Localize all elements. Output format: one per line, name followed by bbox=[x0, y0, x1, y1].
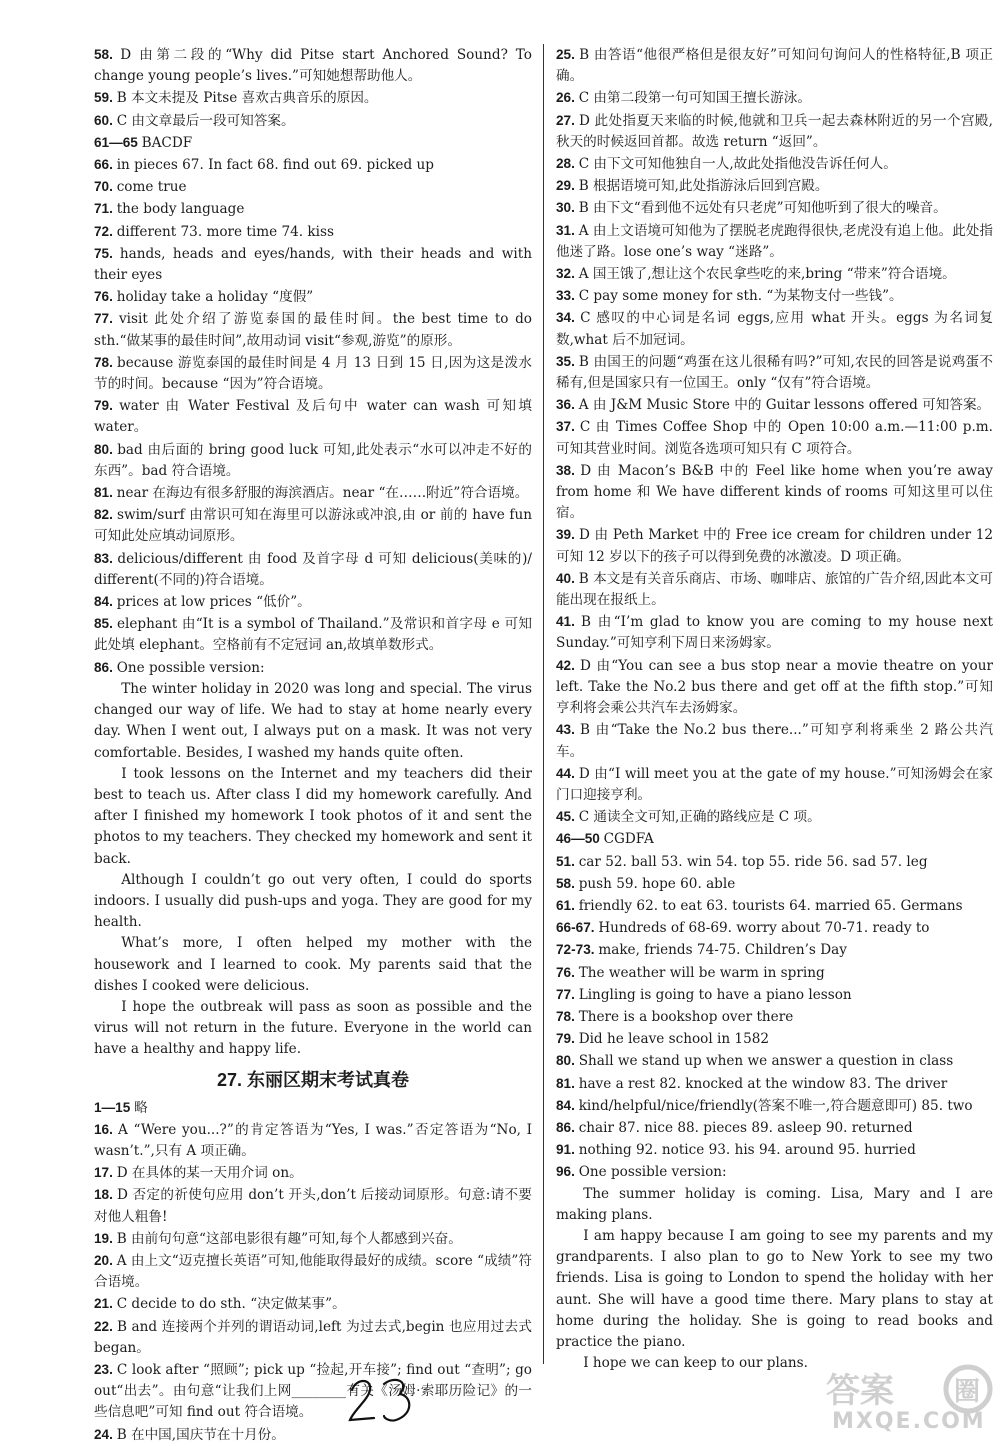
answer-text: A 国王饿了,想让这个农民拿些吃的来,bring “带来”符合语境。 bbox=[578, 266, 956, 283]
question-number: 72. bbox=[94, 223, 117, 239]
question-number: 61—65 bbox=[94, 134, 142, 150]
question-number: 32. bbox=[556, 266, 579, 282]
answer-item bbox=[556, 984, 993, 1006]
answer-text: C 由下文可知他独自一人,故此处指他没告诉任何人。 bbox=[578, 156, 897, 173]
question-number: 81. bbox=[556, 1075, 579, 1091]
answer-text: swim/surf 由常识可知在海里可以游泳或冲浪,由 or 前的 have fun 可知此处应填动词原形。 bbox=[94, 507, 532, 545]
answer-text: make, friends 74-75. Children’s Day bbox=[598, 942, 847, 959]
question-number: 86. bbox=[556, 1119, 579, 1135]
answer-item bbox=[556, 568, 993, 611]
question-number: 45. bbox=[556, 809, 579, 825]
question-number: 78. bbox=[94, 354, 118, 370]
answer-item bbox=[556, 110, 993, 153]
answer-item bbox=[94, 1316, 532, 1359]
answer-text: C 由 Times Coffee Shop 中的 Open 10:00 a.m.—11:00 p.m. 可知其营业时间。浏览各选项可知只有 C 项符合。 bbox=[556, 419, 993, 457]
question-number: 51. bbox=[556, 853, 579, 869]
question-number: 30. bbox=[556, 200, 579, 216]
answer-text: water 由 Water Festival 及后句中 water can wash 可知填 water。 bbox=[94, 398, 532, 436]
answer-item bbox=[556, 307, 993, 350]
question-number: 21. bbox=[94, 1296, 117, 1312]
left-column bbox=[94, 44, 532, 1446]
answer-item bbox=[94, 221, 532, 243]
answer-item bbox=[556, 175, 993, 197]
answer-item bbox=[556, 828, 993, 850]
answer-item bbox=[556, 460, 993, 525]
question-number: 28. bbox=[556, 156, 579, 172]
answer-item bbox=[94, 504, 532, 547]
answer-text: D 由第二段的“Why did Pitse start Anchored Sound? To change young people’s lives.”可知她想帮助他人。 bbox=[94, 47, 532, 85]
question-number: 76. bbox=[94, 289, 117, 305]
answer-item bbox=[94, 482, 532, 504]
question-number: 23. bbox=[94, 1361, 117, 1377]
question-number: 46—50 bbox=[556, 831, 604, 847]
answer-item bbox=[94, 591, 532, 613]
question-number: 39. bbox=[556, 527, 579, 543]
column-divider bbox=[543, 44, 544, 1364]
answer-text: in pieces 67. In fact 68. find out 69. picked up bbox=[116, 157, 434, 174]
answer-item bbox=[556, 655, 993, 720]
question-number: 96. bbox=[556, 1164, 579, 1180]
answer-text: B 由答语“他很严格但是很友好”可知问句询问人的性格特征,B 项正确。 bbox=[556, 47, 993, 85]
answer-text: B 本文未提及 Pitse 喜欢古典音乐的原因。 bbox=[116, 90, 378, 107]
answer-item bbox=[94, 1162, 532, 1184]
answer-text: C pay some money for sth. “为某物支付一些钱”。 bbox=[578, 288, 903, 305]
answer-item bbox=[556, 895, 993, 917]
answer-text: have a rest 82. knocked at the window 83. The driver bbox=[578, 1075, 948, 1092]
answer-text: because 游览泰国的最佳时间是 4 月 13 日到 15 日,因为这是泼水节的时间。because “因为”符合语境。 bbox=[94, 354, 532, 393]
question-number: 33. bbox=[556, 288, 579, 304]
answer-item bbox=[94, 352, 532, 395]
question-number: 59. bbox=[94, 90, 117, 106]
question-number: 70. bbox=[94, 179, 117, 195]
answer-item bbox=[556, 44, 993, 87]
answer-item bbox=[94, 154, 532, 176]
answer-text: B 根据语境可知,此处指游泳后回到宫殿。 bbox=[578, 178, 829, 195]
answer-text: bad 由后面的 bring good luck 可知,此处表示“水可以冲走不好的东西”。bad 符合语境。 bbox=[94, 441, 532, 479]
answer-item bbox=[556, 1139, 993, 1161]
question-number: 1—15 bbox=[94, 1099, 135, 1115]
question-number: 22. bbox=[94, 1318, 117, 1334]
answer-text: Did he leave school in 1582 bbox=[578, 1031, 770, 1048]
answer-item bbox=[556, 1095, 993, 1117]
question-number: 81. bbox=[94, 485, 117, 501]
right-column bbox=[556, 44, 993, 1374]
answer-text: elephant 由“It is a symbol of Thailand.”及常识和首字母 e 可知此处填 elephant。空格前有不定冠词 an,故填单数形式。 bbox=[94, 616, 532, 654]
answer-text: D 否定的祈使句应用 don’t 开头,don’t 后接动词原形。句意:请不要对他人粗鲁! bbox=[94, 1187, 532, 1225]
answer-text: There is a bookshop over there bbox=[578, 1008, 794, 1025]
answer-item bbox=[556, 1073, 993, 1095]
answer-text: B 由“I’m glad to know you are coming to my house next Sunday.”可知亨利下周日来汤姆家。 bbox=[556, 614, 993, 652]
question-number: 17. bbox=[94, 1165, 117, 1181]
question-number: 80. bbox=[556, 1053, 579, 1069]
answer-item bbox=[556, 351, 993, 394]
question-number: 35. bbox=[556, 353, 579, 369]
answer-text: chair 87. nice 88. pieces 89. asleep 90. returned bbox=[578, 1119, 913, 1136]
answer-text: C 由第二段第一句可知国王擅长游泳。 bbox=[578, 90, 811, 107]
answer-item bbox=[94, 308, 532, 351]
answer-item bbox=[94, 1293, 532, 1315]
question-number: 20. bbox=[94, 1252, 117, 1268]
question-number: 41. bbox=[556, 614, 582, 630]
essay-paragraph: The summer holiday is coming. Lisa, Mary and I are making plans. bbox=[556, 1185, 993, 1223]
essay-paragraph: What’s more, I often helped my mother with the housework and I learned to cook. My parents said that the dishes I cooked were delicious. bbox=[94, 935, 532, 994]
right-answer-list bbox=[556, 44, 993, 1184]
answer-item bbox=[556, 153, 993, 175]
answer-text: D 由 Macon’s B&B 中的 Feel like home when you’re away from home 和 We have different kinds of rooms 可知这里可以住宿。 bbox=[556, 462, 993, 522]
question-number: 91. bbox=[556, 1142, 579, 1158]
answer-item bbox=[94, 87, 532, 109]
answer-item bbox=[94, 1184, 532, 1227]
question-number: 26. bbox=[556, 90, 579, 106]
answer-text: The weather will be warm in spring bbox=[578, 964, 825, 981]
answer-item bbox=[556, 220, 993, 263]
answer-item bbox=[556, 1006, 993, 1028]
answer-text: C look after “照顾”; pick up “捡起,开车接”; find out “查明”; go out“出去”。由句意“让我们上网________有关《汤姆·索耶历险记》的一些信息吧”可知 find out 符合语境。 bbox=[94, 1361, 532, 1421]
answer-item bbox=[94, 1424, 532, 1446]
answer-text: Hundreds of 68-69. worry about 70-71. ready to bbox=[598, 920, 930, 937]
answer-item bbox=[94, 613, 532, 656]
answer-text: A “Were you...?”的肯定答语为“Yes, I was.”否定答语为“No, I wasn’t.”,只有 A 项正确。 bbox=[94, 1121, 532, 1159]
answer-text: Lingling is going to have a piano lesson bbox=[578, 986, 852, 1003]
answer-item bbox=[556, 1161, 993, 1183]
answer-item bbox=[94, 439, 532, 482]
answer-item bbox=[556, 1050, 993, 1072]
essay-paragraph: I am happy because I am going to see my parents and my grandparents. I also plan to go to New York to see my two friends. Lisa is going to London to spend the holiday with her aunt. She will have a good time there. Mary plans to stay at home during the holiday. She is going to read books and practice the piano. bbox=[556, 1227, 993, 1350]
answer-item bbox=[94, 176, 532, 198]
question-number: 18. bbox=[94, 1187, 117, 1203]
answer-item bbox=[94, 1359, 532, 1424]
answer-text: A 由上文语境可知他为了摆脱老虎跑得很快,老虎没有追上他。此处指他迷了路。lose one’s way “迷路”。 bbox=[556, 222, 993, 260]
question-number: 29. bbox=[556, 178, 579, 194]
answer-item bbox=[556, 611, 993, 654]
svg-text:答案: 答案 bbox=[826, 1371, 894, 1411]
question-number: 25. bbox=[556, 47, 580, 62]
answer-text: D 由“You can see a bus stop near a movie theatre on your left. Take the No.2 bus there and get off at the fifth stop.”可知亨利将会乘公共汽车去汤姆家。 bbox=[556, 657, 993, 717]
essay-86 bbox=[94, 679, 532, 1061]
answer-item bbox=[556, 197, 993, 219]
answer-text: prices at low prices “低价”。 bbox=[116, 594, 311, 611]
question-number: 66-67. bbox=[556, 920, 599, 936]
answer-text: car 52. ball 53. win 54. top 55. ride 56. sad 57. leg bbox=[578, 853, 928, 870]
question-number: 43. bbox=[556, 722, 581, 738]
answer-item bbox=[556, 851, 993, 873]
essay-96 bbox=[556, 1184, 993, 1375]
question-number: 85. bbox=[94, 616, 117, 632]
question-number: 80. bbox=[94, 441, 118, 457]
question-number: 58. bbox=[94, 47, 121, 62]
answer-text: B 在中国,国庆节在十月份。 bbox=[116, 1426, 285, 1443]
answer-text: friendly 62. to eat 63. tourists 64. married 65. Germans bbox=[578, 897, 963, 914]
essay-paragraph: I took lessons on the Internet and my teachers did their best to teach us. After class I did my homework carefully. And after I finished my homework I took photos of it and sent the photos to my teachers. They checked my homework and sent it back. bbox=[94, 765, 532, 867]
answer-item bbox=[94, 198, 532, 220]
answer-item bbox=[94, 657, 532, 679]
question-number: 24. bbox=[94, 1426, 117, 1442]
question-number: 72-73. bbox=[556, 942, 599, 958]
svg-text:圈: 圈 bbox=[954, 1377, 981, 1407]
left-answer-list bbox=[94, 44, 532, 679]
question-number: 19. bbox=[94, 1230, 117, 1246]
question-number: 82. bbox=[94, 507, 117, 523]
answer-item bbox=[556, 939, 993, 961]
answer-text: visit 此处介绍了游览泰国的最佳时间。the best time to do sth.“做某事的最佳时间”,故用动词 visit“参观,游览”的原形。 bbox=[94, 311, 532, 349]
answer-text: One possible version: bbox=[578, 1164, 727, 1181]
essay-paragraph: I hope we can keep to our plans. bbox=[583, 1355, 808, 1372]
answer-item bbox=[94, 1119, 532, 1162]
answer-text: B 由前句句意“这部电影很有趣”可知,每个人都感到兴奋。 bbox=[116, 1230, 462, 1247]
handwritten-page-number bbox=[338, 1370, 428, 1430]
essay-paragraph: Although I couldn’t go out very often, I could do sports indoors. I usually did push-ups and yoga. They are good for my health. bbox=[94, 871, 532, 931]
question-number: 75. bbox=[94, 245, 120, 261]
answer-text: B 由下文“看到他不远处有只老虎”可知他听到了很大的噪音。 bbox=[578, 200, 947, 217]
answer-text: B 由国王的问题“鸡蛋在这儿很稀有吗?”可知,农民的回答是说鸡蛋不稀有,但是国家只有一位国王。only “仅有”符合语境。 bbox=[556, 353, 993, 392]
answer-text: D 由“I will meet you at the gate of my house.”可知汤姆会在家门口迎接亨利。 bbox=[556, 765, 993, 803]
question-number: 38. bbox=[556, 462, 581, 478]
question-number: 84. bbox=[556, 1097, 579, 1113]
question-number: 31. bbox=[556, 222, 579, 238]
question-number: 58. bbox=[556, 875, 579, 891]
question-number: 44. bbox=[556, 765, 579, 781]
question-number: 79. bbox=[556, 1031, 579, 1047]
question-number: 66. bbox=[94, 157, 117, 173]
svg-text:MXQE.COM: MXQE.COM bbox=[832, 1409, 986, 1432]
answer-item bbox=[556, 524, 993, 567]
question-number: 34. bbox=[556, 310, 581, 326]
answer-text: B 由“Take the No.2 bus there...”可知亨利将乘坐 2 路公共汽车。 bbox=[556, 722, 993, 760]
answer-item bbox=[94, 110, 532, 132]
answer-item bbox=[94, 548, 532, 591]
question-number: 86. bbox=[94, 659, 117, 675]
answer-item bbox=[556, 1117, 993, 1139]
answer-item bbox=[556, 416, 993, 459]
answer-item bbox=[94, 44, 532, 87]
answer-text: kind/helpful/nice/friendly(答案不唯一,符合题意即可) 85. two bbox=[578, 1097, 973, 1114]
answer-text: come true bbox=[116, 179, 187, 196]
question-number: 40. bbox=[556, 570, 579, 586]
answer-text: C 由文章最后一段可知答案。 bbox=[116, 112, 295, 129]
answer-item bbox=[94, 1097, 532, 1119]
answer-text: delicious/different 由 food 及首字母 d 可知 delicious(美味的)/ different(不同的)符合语境。 bbox=[94, 550, 532, 588]
watermark-logo bbox=[822, 1362, 1000, 1432]
answer-text: push 59. hope 60. able bbox=[578, 875, 736, 892]
answer-text: A 由上文“迈克擅长英语”可知,他能取得最好的成绩。score “成绩”符合语境。 bbox=[94, 1252, 532, 1291]
answer-item bbox=[94, 1250, 532, 1293]
answer-text: BACDF bbox=[141, 134, 193, 151]
answer-text: nothing 92. notice 93. his 94. around 95. hurried bbox=[578, 1142, 916, 1159]
answer-text: C 通读全文可知,正确的路线应是 C 项。 bbox=[578, 809, 821, 826]
answer-text: CGDFA bbox=[603, 831, 654, 848]
answer-item bbox=[94, 286, 532, 308]
answer-text: A 由 J&M Music Store 中的 Guitar lessons offered 可知答案。 bbox=[578, 397, 991, 414]
answer-text: Shall we stand up when we answer a question in class bbox=[578, 1053, 954, 1070]
answer-text: D 在具体的某一天用介词 on。 bbox=[116, 1165, 303, 1182]
answer-text: B 本文是有关音乐商店、市场、咖啡店、旅馆的广告介绍,因此本文可能出现在报纸上。 bbox=[556, 570, 993, 609]
answer-item bbox=[556, 263, 993, 285]
answer-text: hands, heads and eyes/hands, with their heads and with their eyes bbox=[94, 245, 532, 284]
answer-item bbox=[556, 917, 993, 939]
answer-item bbox=[94, 1228, 532, 1250]
question-number: 27. bbox=[556, 112, 579, 128]
answer-text: C decide to do sth. “决定做某事”。 bbox=[116, 1296, 346, 1313]
question-number: 36. bbox=[556, 397, 579, 413]
answer-text: C 感叹的中心词是名词 eggs,应用 what 开头。eggs 为名词复数,what 后不加冠词。 bbox=[556, 310, 993, 348]
question-number: 83. bbox=[94, 550, 118, 566]
essay-paragraph: The winter holiday in 2020 was long and special. The virus changed our way of life. We had to stay at home nearly every day. When I went out, I always put on a mask. It was not very comfortable. Besides, I washed my hands quite often. bbox=[94, 680, 532, 761]
answer-text: 略 bbox=[134, 1099, 148, 1116]
question-number: 84. bbox=[94, 594, 117, 610]
question-number: 77. bbox=[556, 986, 579, 1002]
answer-item bbox=[556, 394, 993, 416]
answer-text: D 由 Peth Market 中的 Free ice cream for children under 12 可知 12 岁以下的孩子可以得到免费的冰激凌。D 项正确。 bbox=[556, 527, 993, 565]
answer-text: holiday take a holiday “度假” bbox=[116, 289, 314, 306]
question-number: 16. bbox=[94, 1121, 119, 1137]
section-27-answer-list bbox=[94, 1097, 532, 1446]
answer-text: near 在海边有很多舒服的海滨酒店。near “在……附近”符合语境。 bbox=[116, 485, 529, 502]
answer-item bbox=[556, 1028, 993, 1050]
answer-item bbox=[556, 873, 993, 895]
answer-text: B and 连接两个并列的谓语动词,left 为过去式,begin 也应用过去式 began。 bbox=[94, 1318, 532, 1356]
answer-item bbox=[556, 285, 993, 307]
question-number: 71. bbox=[94, 201, 117, 217]
answer-item bbox=[94, 243, 532, 286]
question-number: 78. bbox=[556, 1008, 579, 1024]
essay-paragraph: I hope the outbreak will pass as soon as possible and the virus will not return in the future. Everyone in the world can have a healthy and happy life. bbox=[94, 998, 532, 1058]
answer-item bbox=[94, 395, 532, 438]
section-title: 27. 东丽区期末考试真卷 bbox=[216, 1069, 410, 1090]
answer-item bbox=[556, 719, 993, 762]
answer-item bbox=[556, 962, 993, 984]
answer-text: the body language bbox=[116, 201, 245, 218]
answer-item bbox=[556, 806, 993, 828]
question-number: 61. bbox=[556, 897, 579, 913]
question-number: 42. bbox=[556, 657, 580, 673]
answer-text: D 此处指夏天来临的时候,他就和卫兵一起去森林附近的另一个宫殿,秋天的时候返回首都。故选 return “返回”。 bbox=[556, 112, 993, 150]
question-number: 79. bbox=[94, 398, 120, 414]
question-number: 76. bbox=[556, 964, 579, 980]
answer-text: different 73. more time 74. kiss bbox=[116, 223, 334, 240]
answer-item bbox=[556, 87, 993, 109]
answer-text: One possible version: bbox=[116, 659, 265, 676]
answer-item bbox=[556, 763, 993, 806]
answer-item bbox=[94, 132, 532, 154]
question-number: 60. bbox=[94, 112, 117, 128]
question-number: 37. bbox=[556, 419, 580, 435]
question-number: 77. bbox=[94, 311, 119, 327]
